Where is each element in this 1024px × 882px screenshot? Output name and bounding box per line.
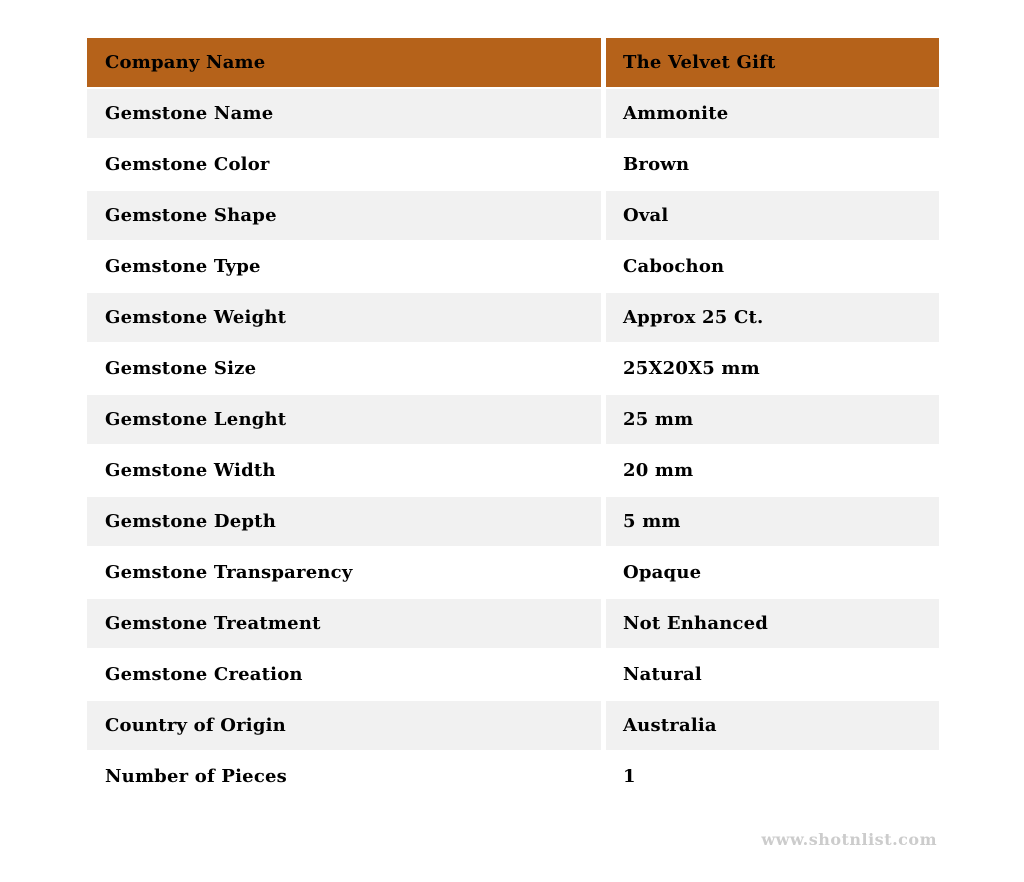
table-row xyxy=(87,395,939,444)
table-row xyxy=(87,701,939,750)
row-label: Country of Origin xyxy=(87,701,601,750)
table-row xyxy=(87,497,939,546)
row-label: Number of Pieces xyxy=(87,752,601,801)
row-label: Gemstone Treatment xyxy=(87,599,601,648)
row-label: Gemstone Type xyxy=(87,242,601,291)
table-row xyxy=(87,548,939,597)
row-value: Not Enhanced xyxy=(606,599,939,648)
row-label: Gemstone Name xyxy=(87,89,601,138)
row-label: Gemstone Color xyxy=(87,140,601,189)
table-row xyxy=(87,191,939,240)
row-label: Gemstone Depth xyxy=(87,497,601,546)
table-header-row xyxy=(87,38,939,87)
row-label: Gemstone Shape xyxy=(87,191,601,240)
header-label-cell: Company Name xyxy=(87,38,601,87)
table-row xyxy=(87,344,939,393)
table-row xyxy=(87,140,939,189)
row-value: Australia xyxy=(606,701,939,750)
row-value: Oval xyxy=(606,191,939,240)
row-value: 20 mm xyxy=(606,446,939,495)
table-row xyxy=(87,242,939,291)
gemstone-spec-table xyxy=(87,38,939,803)
table-row xyxy=(87,89,939,138)
row-value: 1 xyxy=(606,752,939,801)
table-row xyxy=(87,752,939,801)
header-value-cell: The Velvet Gift xyxy=(606,38,939,87)
row-label: Gemstone Lenght xyxy=(87,395,601,444)
table-body xyxy=(87,89,939,801)
table-row xyxy=(87,650,939,699)
table-row xyxy=(87,599,939,648)
row-value: Opaque xyxy=(606,548,939,597)
row-label: Gemstone Transparency xyxy=(87,548,601,597)
row-label: Gemstone Creation xyxy=(87,650,601,699)
row-label: Gemstone Size xyxy=(87,344,601,393)
table-row xyxy=(87,293,939,342)
row-value: 5 mm xyxy=(606,497,939,546)
row-value: Approx 25 Ct. xyxy=(606,293,939,342)
table-row xyxy=(87,446,939,495)
row-value: Natural xyxy=(606,650,939,699)
row-value: 25 mm xyxy=(606,395,939,444)
row-value: Cabochon xyxy=(606,242,939,291)
watermark-text: www.shotnlist.com xyxy=(761,830,937,849)
row-value: 25X20X5 mm xyxy=(606,344,939,393)
row-value: Ammonite xyxy=(606,89,939,138)
row-label: Gemstone Width xyxy=(87,446,601,495)
row-value: Brown xyxy=(606,140,939,189)
row-label: Gemstone Weight xyxy=(87,293,601,342)
